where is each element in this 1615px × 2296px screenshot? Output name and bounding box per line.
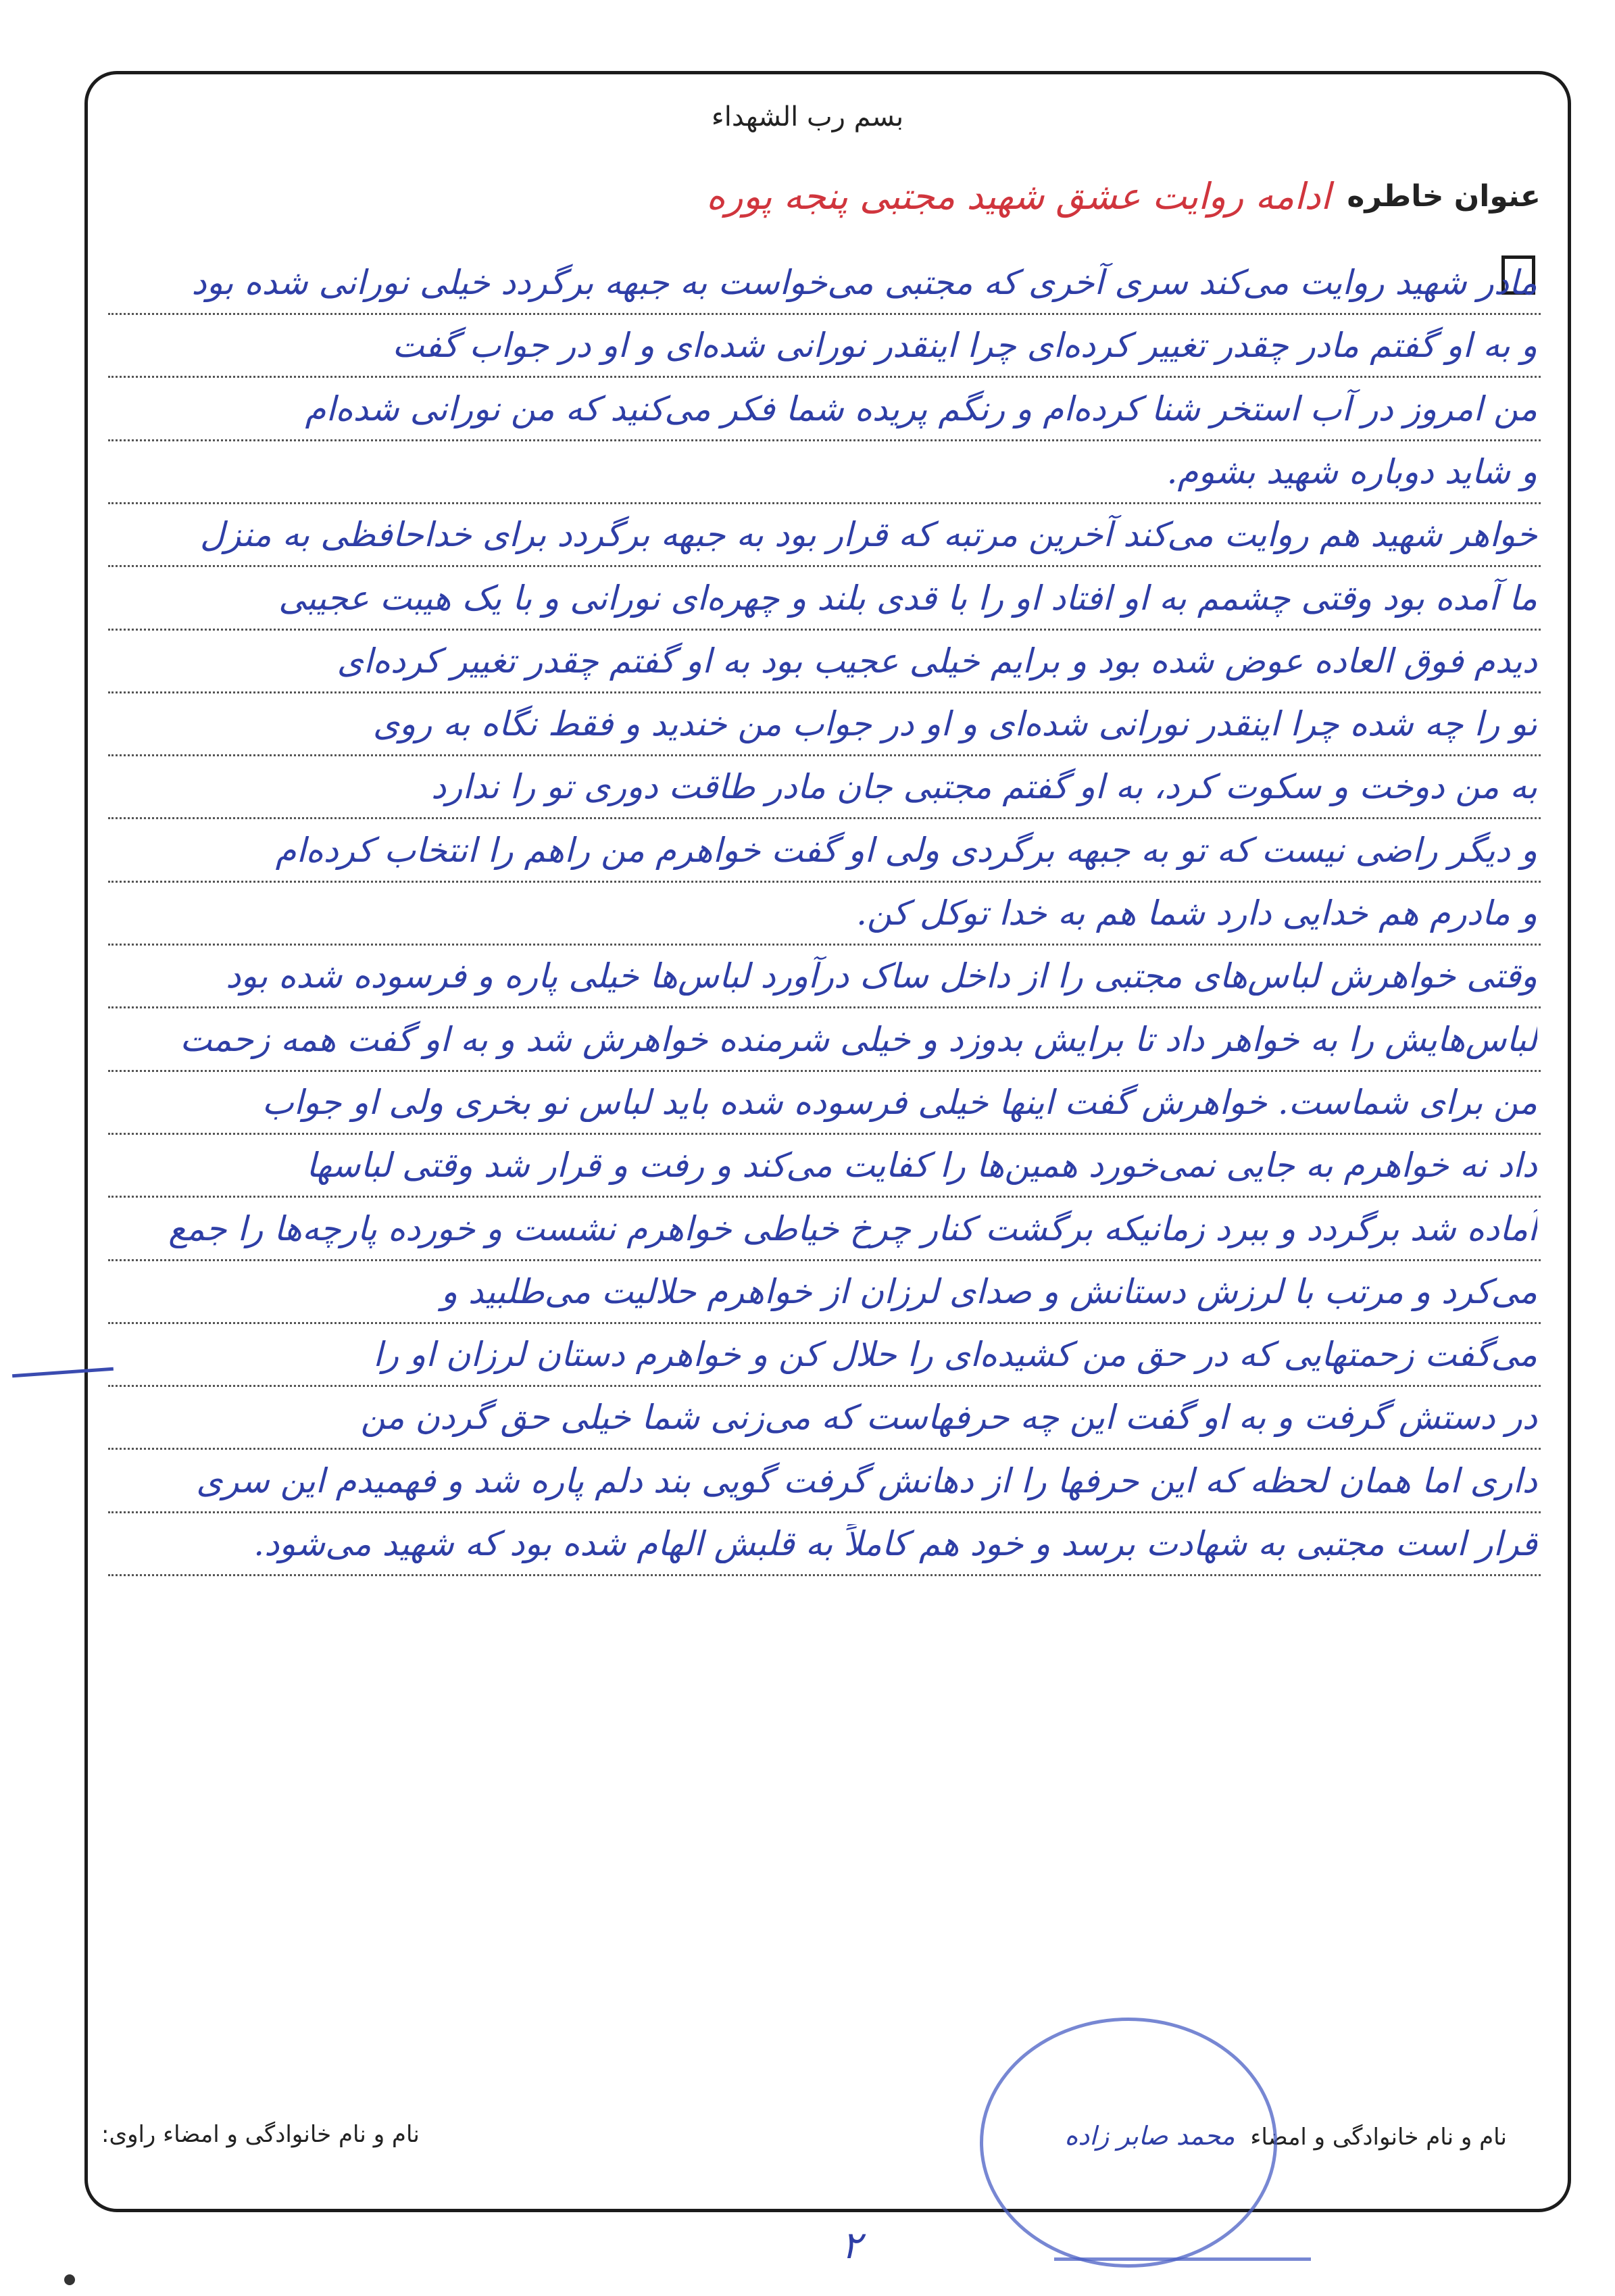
handwritten-line: من برای شماست. خواهرش گفت اینها خیلی فرسوده شده باید لباس نو بخری ولی او جواب xyxy=(262,1082,1537,1122)
footer xyxy=(101,2121,1507,2151)
handwritten-line: مادر شهید روایت می‌کند سری آخری که مجتبی می‌خواست به جبهه برگردد خیلی نورانی شده بود xyxy=(191,263,1537,302)
ruled-line xyxy=(108,1511,1541,1513)
ruled-line xyxy=(108,439,1541,441)
handwritten-line: می‌کرد و مرتب با لرزش دستانش و صدای لرزان از خواهرم حلالیت می‌طلبید و xyxy=(441,1271,1537,1311)
stamp-circle xyxy=(980,2018,1277,2268)
memory-title-label: عنوان خاطره xyxy=(1347,178,1541,214)
handwritten-line: در دستش گرفت و به او گفت این چه حرفهاست که می‌زنی شما خیلی حق گردن من xyxy=(360,1398,1537,1438)
handwritten-line: و دیگر راضی نیست که تو به جبهه برگردی ولی او گفت خواهرم من راهم را انتخاب کرده‌ام xyxy=(275,830,1537,870)
handwritten-line: و شاید دوباره شهید بشوم. xyxy=(1166,451,1537,491)
handwritten-line: دیدم فوق العاده عوض شده بود و برایم خیلی عجیب بود به او گفتم چقدر تغییر کرده‌ای xyxy=(337,641,1537,681)
handwritten-line: من امروز در آب استخر شنا کرده‌ام و رنگم پریده شما فکر می‌کنید که من نورانی شده‌ام xyxy=(305,389,1537,429)
ruled-line xyxy=(108,1448,1541,1450)
ruled-line xyxy=(108,1133,1541,1135)
ruled-line xyxy=(108,691,1541,693)
handwritten-line: قرار است مجتبی به شهادت برسد و خود هم کاملاً به قلبش الهام شده بود که شهید می‌شود. xyxy=(253,1524,1537,1563)
ruled-line xyxy=(108,502,1541,504)
handwritten-line: تو را چه شده چرا اینقدر نورانی شده‌ای و او در جواب من خندید و فقط نگاه به روی xyxy=(372,704,1537,744)
stamp-tail xyxy=(1054,2257,1311,2261)
form-header: بسم رب الشهداء xyxy=(711,101,904,132)
ruled-line xyxy=(108,1070,1541,1072)
handwritten-line: و مادرم هم خدایی دارد شما هم به خدا توکل کن. xyxy=(856,894,1537,933)
handwritten-line: ما آمده بود وقتی چشمم به او افتاد او را با قدی بلند و چهره‌ای نورانی و با یک هیبت عجیبی xyxy=(278,578,1537,618)
handwritten-line: می‌گفت زحمتهایی که در حق من کشیده‌ای را حلال کن و خواهرم دستان لرزان او را xyxy=(373,1335,1537,1375)
ruled-line xyxy=(108,565,1541,567)
ruled-line xyxy=(108,1574,1541,1576)
page-number: ۲ xyxy=(841,2224,862,2268)
ruled-line xyxy=(108,881,1541,883)
ruled-line xyxy=(108,1006,1541,1008)
narrator-label: نام و نام خانوادگی و امضاء راوی: xyxy=(101,2121,420,2148)
memory-title-row xyxy=(95,169,1541,223)
ruled-line xyxy=(108,1322,1541,1324)
ruled-line xyxy=(108,1196,1541,1198)
ruled-line xyxy=(108,1385,1541,1387)
ruled-line xyxy=(108,817,1541,819)
signer-label: نام و نام خانوادگی و امضاء xyxy=(1250,2124,1507,2151)
handwritten-line: وقتی خواهرش لباس‌های مجتبی را از داخل ساک درآورد لباس‌ها خیلی پاره و فرسوده شده بود xyxy=(226,956,1537,996)
handwritten-line: و به او گفتم مادر چقدر تغییر کرده‌ای چرا اینقدر نورانی شده‌ای و او در جواب گفت xyxy=(392,326,1537,366)
memory-title-value: ادامه روایت عشق شهید مجتبی پنجه پوره xyxy=(706,174,1331,218)
ruled-line xyxy=(108,1259,1541,1261)
handwritten-line: به من دوخت و سکوت کرد، به او گفتم مجتبی جان مادر طاقت دوری تو را ندارد xyxy=(430,767,1537,807)
handwritten-line: آماده شد برگردد و ببرد زمانیکه برگشت کنار چرخ خیاطی خواهرم نشست و خورده پارچه‌ها را جمع xyxy=(168,1208,1537,1248)
ruled-line xyxy=(108,944,1541,946)
ruled-line xyxy=(108,376,1541,378)
handwritten-line: داری اما همان لحظه که این حرفها را از دهانش گرفت گویی بند دلم پاره شد و فهمیدم این سری xyxy=(196,1461,1537,1500)
corner-dot xyxy=(64,2274,75,2285)
signer-signature: محمد صابر زاده xyxy=(1064,2121,1235,2151)
handwritten-line: خواهر شهید هم روایت می‌کند آخرین مرتبه که قرار بود به جبهه برگردد برای خداحافظی به منزل xyxy=(199,515,1537,555)
handwritten-line: داد نه خواهرم به جایی نمی‌خورد همین‌ها را کفایت می‌کند و رفت و قرار شد وقتی لباسها xyxy=(306,1146,1537,1186)
ruled-line xyxy=(108,754,1541,756)
ruled-line xyxy=(108,629,1541,631)
ruled-line xyxy=(108,313,1541,315)
handwritten-line: لباس‌هایش را به خواهر داد تا برایش بدوزد و خیلی شرمنده خواهرش شد و به او گفت همه زحمت xyxy=(180,1019,1537,1059)
